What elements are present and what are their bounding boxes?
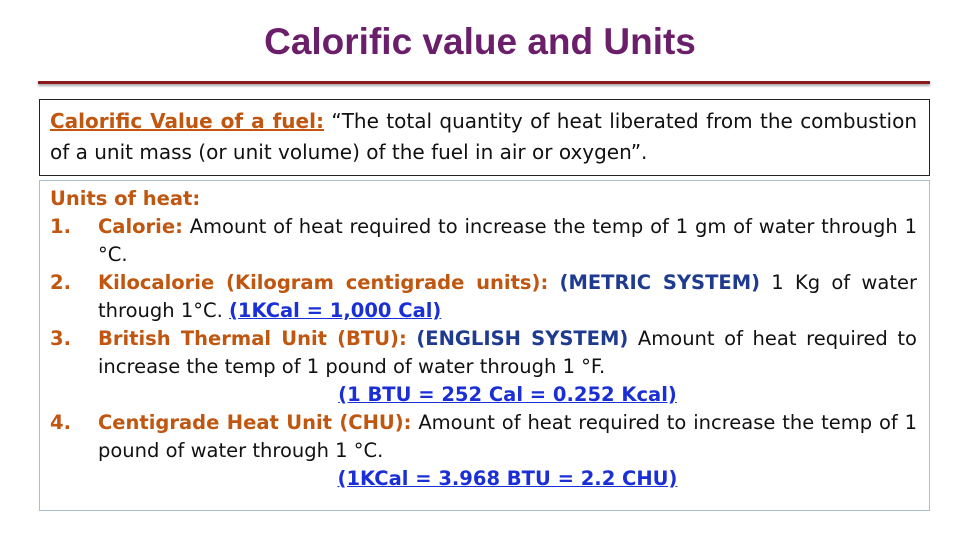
item-number: 1. bbox=[50, 215, 71, 238]
unit-name-calorie: Calorie: bbox=[98, 215, 183, 238]
units-heading: Units of heat: bbox=[50, 187, 201, 210]
list-item-btu bbox=[50, 325, 917, 409]
definition-text: “The total quantity of heat liberated from the combustion of a unit mass (or unit volume) of the fuel in air or oxygen”. bbox=[50, 109, 918, 164]
unit-text-calorie: Amount of heat required to increase the temp of 1 gm of water through 1 °C. bbox=[98, 215, 917, 266]
item-number: 3. bbox=[50, 327, 71, 350]
units-box bbox=[39, 180, 930, 511]
conversion-line-chu bbox=[98, 465, 917, 493]
conversion-chu: (1KCal = 3.968 BTU = 2.2 CHU) bbox=[337, 467, 678, 490]
unit-text-kilocalorie: 1 Kg of water through 1°C. bbox=[98, 271, 917, 322]
list-item-chu bbox=[50, 409, 917, 493]
list-item-calorie bbox=[50, 213, 917, 269]
title-divider bbox=[38, 81, 930, 84]
item-number: 4. bbox=[50, 411, 71, 434]
system-label-english: (ENGLISH SYSTEM) bbox=[416, 327, 629, 350]
definition-term: Calorific Value of a fuel: bbox=[50, 109, 324, 133]
conversion-kcal-cal: (1KCal = 1,000 Cal) bbox=[229, 299, 442, 322]
unit-text-chu: Amount of heat required to increase the temp of 1 pound of water through 1 °C. bbox=[98, 411, 917, 462]
conversion-btu: (1 BTU = 252 Cal = 0.252 Kcal) bbox=[338, 383, 677, 406]
units-list bbox=[50, 213, 917, 493]
list-item-kilocalorie bbox=[50, 269, 917, 325]
system-label-metric: (METRIC SYSTEM) bbox=[559, 271, 761, 294]
definition-box bbox=[39, 99, 930, 176]
unit-name-btu: British Thermal Unit (BTU): bbox=[98, 327, 407, 350]
slide-title: Calorific value and Units bbox=[264, 21, 696, 62]
unit-name-kilocalorie: Kilocalorie (Kilogram centigrade units): bbox=[98, 271, 549, 294]
item-number: 2. bbox=[50, 271, 71, 294]
unit-name-chu: Centigrade Heat Unit (CHU): bbox=[98, 411, 412, 434]
conversion-line-btu bbox=[98, 381, 917, 409]
unit-text-btu: Amount of heat required to increase the temp of 1 pound of water through 1 °F. bbox=[98, 327, 917, 378]
